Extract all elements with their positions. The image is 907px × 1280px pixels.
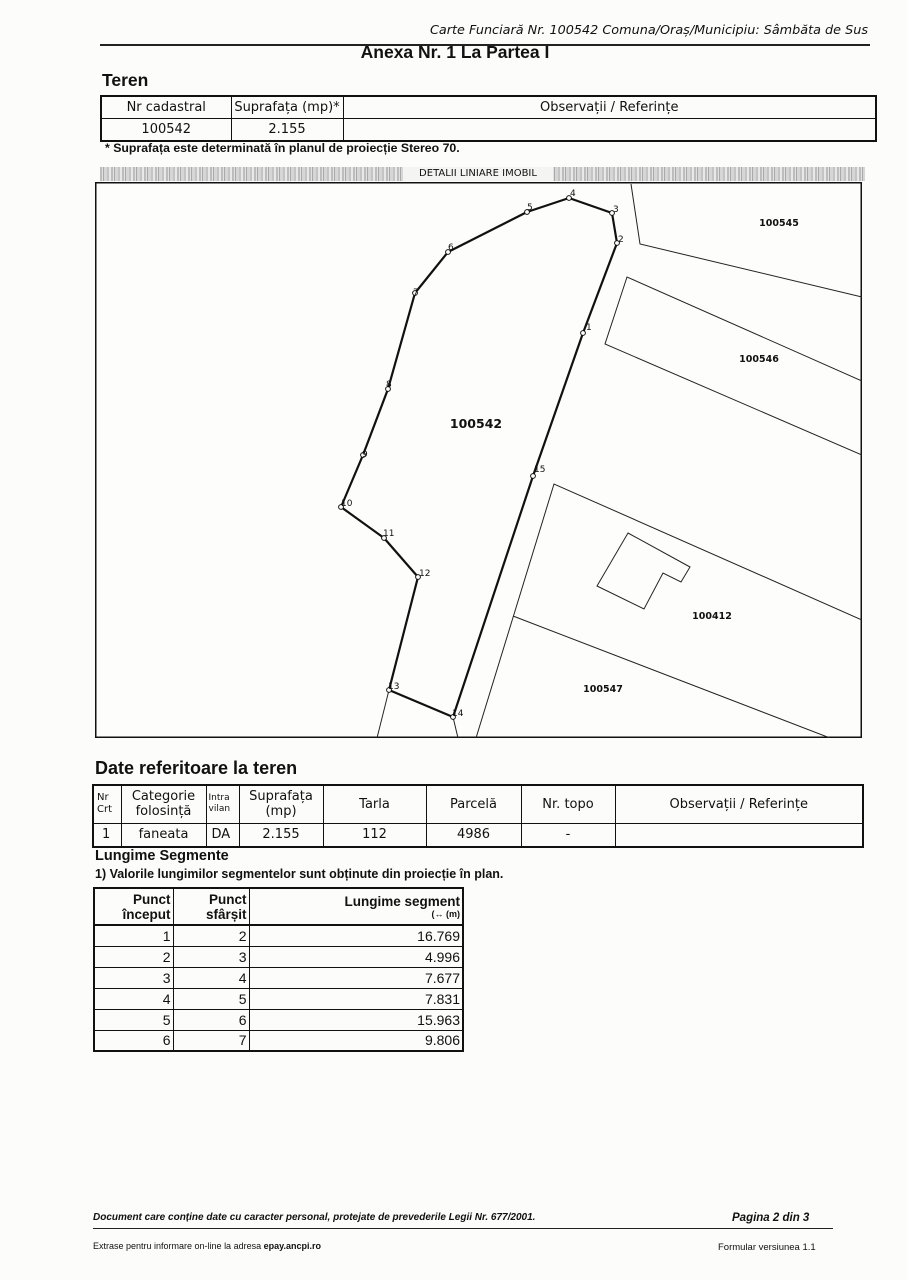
column-header-start [94,888,173,925]
plan-frame [96,183,862,738]
header-line: sfârșit [205,906,247,922]
column-header-area [239,785,323,823]
cell-area: 2.155 [231,118,343,141]
teren-table [100,95,877,142]
cell-start: 3 [94,967,173,988]
segment-row [94,946,463,967]
vertex-label: 15 [534,465,546,475]
cell-end: 3 [173,946,249,967]
vertex-label: 6 [448,243,454,253]
neighbor-label: 100412 [692,611,732,622]
teren-table-row [101,118,876,141]
header-line: Categorie [131,789,196,805]
cell-intravilan: DA [206,823,239,847]
header-line: folosință [135,804,192,820]
cell-length: 7.831 [249,988,463,1009]
form-version: Formular versiunea 1.1 [718,1242,816,1253]
neighbor-label: 100547 [583,684,623,695]
cell-tarla: 112 [323,823,426,847]
online-notice [93,1240,321,1252]
cell-length: 15.963 [249,1009,463,1030]
cell-length: 9.806 [249,1030,463,1051]
cell-nr-crt: 1 [93,823,121,847]
cell-start: 1 [94,925,173,946]
site-plan-drawing [95,182,862,738]
cell-end: 5 [173,988,249,1009]
vertex-label: 9 [362,450,368,460]
header-line: Punct [208,891,247,907]
cell-length: 16.769 [249,925,463,946]
header-line: vilan [208,804,231,815]
cell-start: 5 [94,1009,173,1030]
vertex-label: 4 [570,189,576,199]
segment-row [94,988,463,1009]
segment-row [94,1009,463,1030]
column-header-notes: Observații / Referințe [343,96,876,118]
cell-area: 2.155 [239,823,323,847]
segments-heading: Lungime Segmente [95,848,229,864]
vertex-label: 10 [341,499,353,509]
online-notice-text: Extrase pentru informare on-line la adresa [93,1241,262,1251]
column-header-end [173,888,249,925]
header-line: Suprafața [249,789,313,805]
column-header-category [121,785,206,823]
vertex-label: 7 [413,288,419,298]
land-details-table [92,784,864,848]
cell-topo: - [521,823,615,847]
teren-table-header [101,96,876,118]
neighbor-label: 100546 [739,354,779,365]
vertex-label: 13 [388,682,400,692]
segments-note: 1) Valorile lungimilor segmentelor sunt obținute din proiecție în plan. [95,867,504,881]
cell-start: 2 [94,946,173,967]
header-line: Punct [132,891,171,907]
cell-length: 4.996 [249,946,463,967]
header-line: Lungime segment [344,893,460,909]
cell-notes [343,118,876,141]
plan-banner-title: DETALII LINIARE IMOBIL [403,167,553,181]
registry-header: Carte Funciară Nr. 100542 Comuna/Oraș/Municipiu: Sâmbăta de Sus [430,23,868,38]
land-details-header [93,785,863,823]
vertex-label: 5 [527,203,533,213]
page-number: Pagina 2 din 3 [732,1212,810,1224]
cell-end: 4 [173,967,249,988]
cell-length: 7.677 [249,967,463,988]
cell-category: faneata [121,823,206,847]
header-line: Crt [97,804,113,816]
vertex-label: 1 [586,323,592,333]
parcel-label: 100542 [449,416,503,431]
column-header-topo: Nr. topo [521,785,615,823]
vertex-label: 11 [383,529,395,539]
teren-heading: Teren [102,70,149,90]
site-plan [95,182,862,738]
segments-table-header [94,888,463,925]
segments-table [93,887,464,1052]
header-line: (mp) [265,804,297,820]
segment-row [94,925,463,946]
column-header-cadastral: Nr cadastral [101,96,231,118]
segment-row [94,1030,463,1051]
neighbor-label: 100545 [759,218,799,229]
cell-parcel: 4986 [426,823,521,847]
cell-notes [615,823,863,847]
vertex-label: 2 [618,235,624,245]
vertex-label: 3 [613,205,619,215]
online-site: epay.ancpi.ro [263,1241,321,1251]
column-header-area: Suprafața (mp)* [231,96,343,118]
header-line: Intra [208,793,230,804]
cell-end: 6 [173,1009,249,1030]
footer-rule [93,1228,833,1229]
column-header-intravilan [206,785,239,823]
vertex-marker [581,331,586,336]
privacy-notice: Document care conține date cu caracter personal, protejate de prevederile Legii Nr. 677/2001. [93,1212,536,1223]
column-header-tarla: Tarla [323,785,426,823]
length-unit: (↔ (m) [431,908,460,919]
column-header-nr-crt [93,785,121,823]
land-details-row [93,823,863,847]
cell-start: 4 [94,988,173,1009]
land-details-heading: Date referitoare la teren [95,758,298,778]
cell-end: 7 [173,1030,249,1051]
column-header-notes: Observații / Referințe [615,785,863,823]
column-header-length [249,888,463,925]
header-line: Nr [97,792,109,804]
cell-start: 6 [94,1030,173,1051]
column-header-parcel: Parcelă [426,785,521,823]
segment-row [94,967,463,988]
annex-title: Anexa Nr. 1 La Partea I [360,42,550,62]
cell-cadastral: 100542 [101,118,231,141]
header-line: început [122,906,171,922]
cell-end: 2 [173,925,249,946]
vertex-label: 12 [419,569,431,579]
area-footnote: * Suprafața este determinată în planul de proiecție Stereo 70. [105,141,460,155]
vertex-label: 8 [386,380,392,390]
vertex-label: 14 [452,709,464,719]
